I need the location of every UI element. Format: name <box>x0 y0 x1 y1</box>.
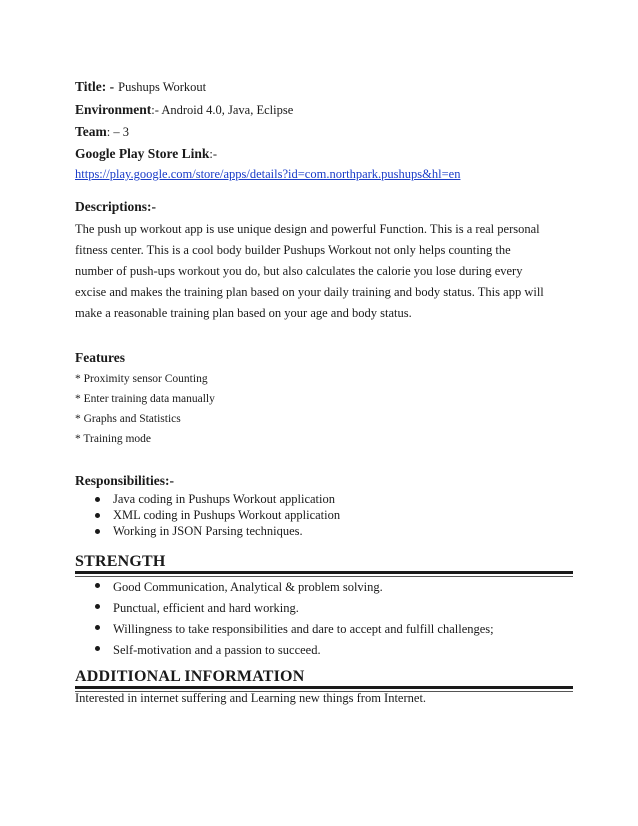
description-line: make a reasonable training plan based on your age and body status. <box>75 306 412 320</box>
play-store-link[interactable]: https://play.google.com/store/apps/details?id=com.northpark.pushups&hl=en <box>75 167 461 181</box>
store-label: Google Play Store Link <box>75 146 210 161</box>
title-row <box>75 78 206 96</box>
store-colon: :- <box>209 147 218 161</box>
list-item: Self-motivation and a passion to succeed. <box>75 640 494 661</box>
responsibilities-heading: Responsibilities:- <box>75 473 175 488</box>
section-divider <box>75 686 573 689</box>
section-divider <box>75 571 573 574</box>
list-item: Punctual, efficient and hard working. <box>75 598 494 619</box>
list-item: Java coding in Pushups Workout application <box>75 491 340 507</box>
title-value: Pushups Workout <box>118 80 207 94</box>
list-item: XML coding in Pushups Workout application <box>75 507 340 523</box>
description-line: The push up workout app is use unique design and powerful Function. This is a real personal <box>75 222 540 236</box>
store-link-row <box>75 165 460 183</box>
list-item: Willingness to take responsibilities and dare to accept and fulfill challenges; <box>75 619 494 640</box>
responsibilities-list <box>75 491 340 539</box>
team-label: Team <box>75 124 107 139</box>
team-row <box>75 123 129 141</box>
descriptions-heading: Descriptions:- <box>75 199 156 214</box>
description-line: fitness center. This is a cool body builder Pushups Workout not only helps counting the <box>75 243 511 257</box>
feature-item: * Training mode <box>75 433 152 445</box>
environment-value: :- Android 4.0, Java, Eclipse <box>151 103 294 117</box>
feature-item: * Proximity sensor Counting <box>75 373 208 385</box>
environment-row <box>75 101 293 119</box>
feature-item: * Graphs and Statistics <box>75 413 181 425</box>
team-value: : – 3 <box>106 125 129 139</box>
list-item: Working in JSON Parsing techniques. <box>75 523 340 539</box>
list-item: Good Communication, Analytical & problem solving. <box>75 577 494 598</box>
strength-heading: STRENGTH <box>75 553 166 570</box>
title-label: Title: - <box>75 79 115 94</box>
environment-label: Environment <box>75 102 152 117</box>
additional-info-text: Interested in internet suffering and Learning new things from Internet. <box>75 691 427 705</box>
additional-info-heading: ADDITIONAL INFORMATION <box>75 668 305 685</box>
description-line: excise and makes the training plan based on your daily training and body status. This app will <box>75 285 544 299</box>
descriptions-body <box>75 219 565 324</box>
feature-item: * Enter training data manually <box>75 393 215 405</box>
store-row <box>75 145 217 163</box>
features-heading: Features <box>75 350 125 365</box>
description-line: number of push-ups workout you do, but also calculates the calorie you lose during every <box>75 264 523 278</box>
strength-list <box>75 577 494 661</box>
